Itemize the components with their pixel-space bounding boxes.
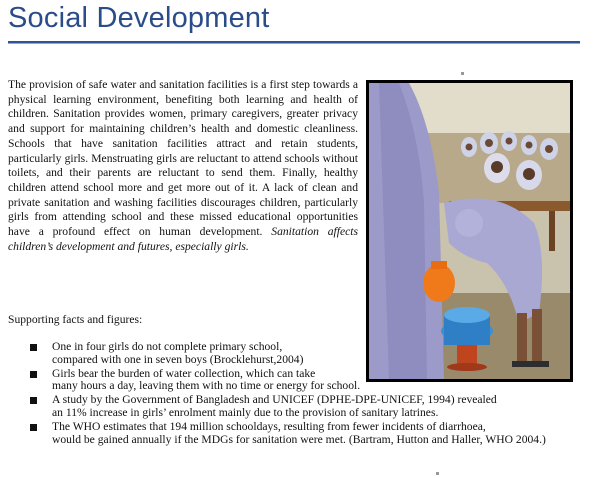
intro-body: The provision of safe water and sanitation facilities is a first step towards a physical learning environment, benefiting both learning and health of children. Sanitation provides women, primary caregivers, greater privacy and support for maintaining children’s health and domestic cleanliness. Schools that have sanitation facilities attract and retain students, particularly girls. Menstruating girls are reluctant to attend schools without toilets, and their parents are reluctant to send them. Finally, healthy children attend school more and get more out of it. A lack of clean and private sanitation and washing facilities discourages children, particularly girls from attending school and these missed educational opportunities have a profound effect on human development. — [8, 78, 358, 239]
square-bullet-icon — [30, 371, 37, 378]
title-rule-shadow — [8, 43, 580, 44]
square-bullet-icon — [30, 424, 37, 431]
fact-item — [30, 368, 570, 394]
fact-line-1: One in four girls do not complete primary school, — [52, 340, 283, 353]
fact-line-2: compared with one in seven boys (Brocklehurst,2004) — [52, 352, 304, 366]
classroom-photo — [366, 80, 573, 382]
fact-line-2: an 11% increase in girls’ enrolment mainly due to the provision of sanitary latrines. — [52, 405, 439, 419]
stray-mark — [461, 72, 464, 75]
intro-emphasis: Sanitation affects children’s development and futures, especially girls. — [8, 225, 358, 253]
page-title: Social Development — [8, 2, 270, 34]
classroom-photo-illustration — [369, 83, 570, 379]
fact-line-2: would be gained annually if the MDGs for sanitation were met. (Bartram, Hutton and Haller, WHO 2004.) — [52, 432, 546, 446]
fact-line-1: The WHO estimates that 194 million schooldays, resulting from fewer incidents of diarrhoea, — [52, 419, 486, 433]
fact-item — [30, 394, 570, 420]
fact-line-2: many hours a day, leaving them with no time or energy for school. — [52, 379, 361, 393]
supporting-heading: Supporting facts and figures: — [8, 313, 143, 326]
facts-list — [30, 341, 570, 447]
fact-line-1: A study by the Government of Bangladesh and UNICEF (DPHE-DPE-UNICEF, 1994) revealed — [52, 393, 497, 407]
fact-line-1: Girls bear the burden of water collection, which can take — [52, 366, 316, 380]
square-bullet-icon — [30, 344, 37, 351]
square-bullet-icon — [30, 397, 37, 404]
intro-paragraph — [8, 78, 358, 254]
stray-mark — [436, 472, 439, 475]
fact-item — [30, 421, 570, 447]
fact-item — [30, 341, 570, 367]
